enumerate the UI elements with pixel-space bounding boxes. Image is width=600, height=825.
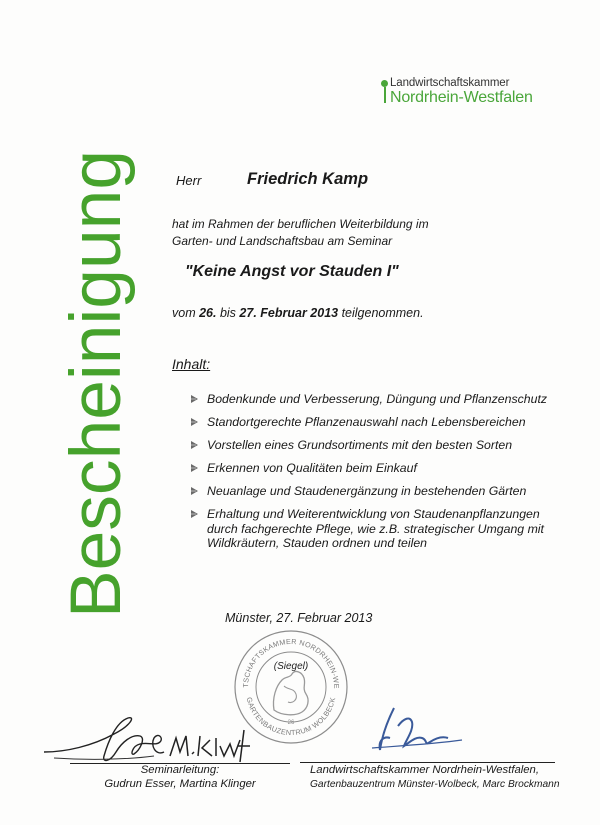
signature-line-right — [300, 762, 555, 763]
dates-middle: bis — [216, 306, 240, 320]
content-item-text: Erhaltung und Weiterentwicklung von Staudenanpflanzungen durch fachgerechte Pflege, wie z.B. strategischer Umgang mit Wildkräutern, Stauden ordnen und teilen — [207, 507, 544, 550]
signature-right-handwritten — [358, 700, 468, 756]
date-start: 26. — [199, 306, 217, 320]
content-item — [190, 507, 570, 551]
content-item-text: Vorstellen eines Grundsortiments mit den besten Sorten — [207, 438, 513, 452]
leaf-bullet-icon — [190, 509, 199, 519]
seminar-title: "Keine Angst vor Stauden I" — [185, 263, 399, 280]
date-end: 27. Februar 2013 — [239, 306, 339, 320]
seal-text-top: TSCHAFTSKAMMER NORDRHEIN-WE — [240, 636, 342, 689]
logo-line1: Landwirtschaftskammer — [390, 77, 510, 89]
signature-left-handwritten — [44, 706, 284, 768]
intro-line1: hat im Rahmen der beruflichen Weiterbildung im — [172, 217, 429, 231]
content-item — [190, 461, 570, 476]
content-item — [190, 392, 570, 407]
vertical-title-text: Bescheinigung — [57, 152, 136, 618]
content-item — [190, 438, 570, 453]
content-item-text: Neuanlage und Staudenergänzung in bestehenden Gärten — [207, 484, 527, 498]
svg-text:LANDWIRTSCHAFTSKAMMER NORDRHEI — [232, 628, 341, 689]
leaf-bullet-icon — [190, 463, 199, 473]
leaf-bullet-icon — [190, 440, 199, 450]
content-item-text: Erkennen von Qualitäten beim Einkauf — [207, 461, 417, 475]
chamber-logo — [381, 76, 551, 110]
logo-dot-icon — [381, 80, 388, 87]
intro-text — [172, 216, 429, 250]
seal-label: (Siegel) — [273, 661, 309, 672]
seal-number: 26 — [287, 720, 295, 726]
logo-bar-icon — [384, 87, 386, 103]
content-item — [190, 484, 570, 499]
seal-text-bottom: GARTENBAUZENTRUM WOLBECK — [244, 696, 338, 738]
signatory-left-role: Seminarleitung: — [140, 764, 220, 776]
leaf-bullet-icon — [190, 486, 199, 496]
leaf-bullet-icon — [190, 394, 199, 404]
seminar-dates — [172, 306, 424, 320]
content-item — [190, 415, 570, 430]
intro-line2: Garten- und Landschaftsbau am Seminar — [172, 234, 393, 248]
logo-line2: Nordrhein-Westfalen — [390, 89, 533, 106]
signatory-right — [310, 764, 558, 791]
content-item-text: Bodenkunde und Verbesserung, Düngung und Pflanzenschutz — [207, 392, 548, 406]
signatory-right-org: Landwirtschaftskammer Nordrhein-Westfalen, — [310, 764, 539, 776]
content-item-text: Standortgerechte Pflanzenauswahl nach Lebensbereichen — [207, 415, 526, 429]
signatory-left — [80, 764, 280, 791]
recipient-name: Friedrich Kamp — [247, 170, 369, 188]
leaf-bullet-icon — [190, 417, 199, 427]
place-date: Münster, 27. Februar 2013 — [225, 611, 373, 625]
signatory-right-names: Gartenbauzentrum Münster-Wolbeck, Marc Brockmann — [310, 778, 560, 790]
content-list — [190, 392, 570, 559]
vertical-title — [57, 148, 136, 618]
dates-suffix: teilgenommen. — [338, 306, 424, 320]
signatory-left-names: Gudrun Esser, Martina Klinger — [104, 777, 256, 790]
salutation: Herr — [176, 173, 202, 188]
content-heading: Inhalt: — [172, 356, 211, 372]
dates-prefix: vom — [172, 306, 200, 320]
